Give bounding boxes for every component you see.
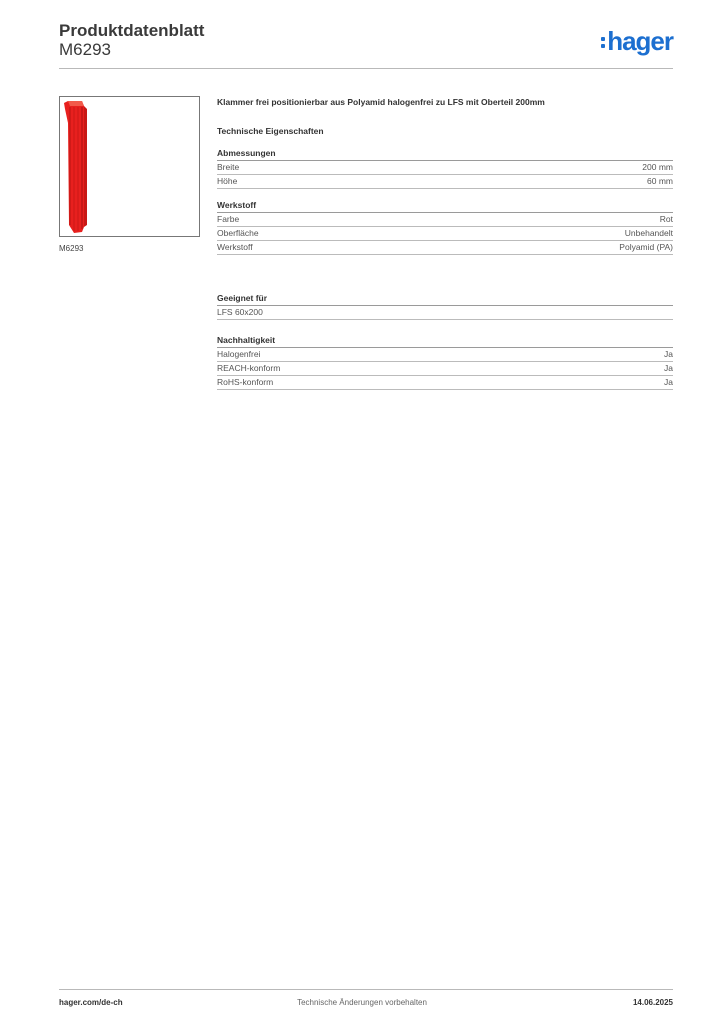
- property-row: [217, 227, 673, 241]
- property-row: [217, 161, 673, 175]
- property-label: Höhe: [217, 176, 238, 186]
- hager-logo: [601, 27, 673, 55]
- section-dimensions: [217, 147, 673, 189]
- property-value: Rot: [659, 214, 673, 224]
- section-title: Werkstoff: [217, 199, 673, 213]
- clamp-product-icon: [60, 97, 199, 236]
- property-label: Halogenfrei: [217, 349, 261, 359]
- logo-dots-icon: [601, 37, 605, 48]
- property-row: [217, 306, 673, 320]
- footer-date: 14.06.2025: [632, 998, 673, 1007]
- footer-note: Technische Änderungen vorbehalten: [297, 998, 427, 1007]
- footer-divider: [59, 989, 673, 990]
- property-value: Ja: [664, 349, 673, 359]
- page-header: [59, 20, 673, 70]
- property-row: [217, 175, 673, 189]
- property-row: [217, 213, 673, 227]
- product-description: Klammer frei positionierbar aus Polyamid halogenfrei zu LFS mit Oberteil 200mm: [217, 97, 545, 107]
- property-label: Breite: [217, 162, 240, 172]
- property-label: RoHS-konform: [217, 377, 274, 387]
- property-row: [217, 362, 673, 376]
- logo-text: hager: [607, 26, 673, 56]
- property-row: [217, 348, 673, 362]
- section-title: Nachhaltigkeit: [217, 334, 673, 348]
- property-value: Polyamid (PA): [619, 242, 673, 252]
- footer-website-link[interactable]: hager.com/de-ch: [59, 998, 123, 1007]
- product-image: [59, 96, 200, 237]
- section-title: Abmessungen: [217, 147, 673, 161]
- property-label: LFS 60x200: [217, 307, 263, 317]
- property-label: Farbe: [217, 214, 240, 224]
- header-divider: [59, 68, 673, 69]
- section-sustainability: [217, 334, 673, 390]
- document-title: Produktdatenblatt: [59, 21, 205, 40]
- property-label: Oberfläche: [217, 228, 259, 238]
- technical-properties-title: Technische Eigenschaften: [217, 126, 324, 136]
- property-value: Ja: [664, 377, 673, 387]
- image-caption: M6293: [59, 244, 84, 253]
- property-label: REACH-konform: [217, 363, 281, 373]
- property-row: [217, 241, 673, 255]
- article-number: M6293: [59, 40, 111, 59]
- property-value: 200 mm: [642, 162, 673, 172]
- section-title: Geeignet für: [217, 292, 673, 306]
- product-content: [217, 96, 673, 390]
- property-value: Unbehandelt: [624, 228, 673, 238]
- property-label: Werkstoff: [217, 242, 253, 252]
- property-value: 60 mm: [647, 176, 673, 186]
- section-suitable-for: [217, 292, 673, 320]
- property-row: [217, 376, 673, 390]
- property-value: Ja: [664, 363, 673, 373]
- section-material: [217, 199, 673, 255]
